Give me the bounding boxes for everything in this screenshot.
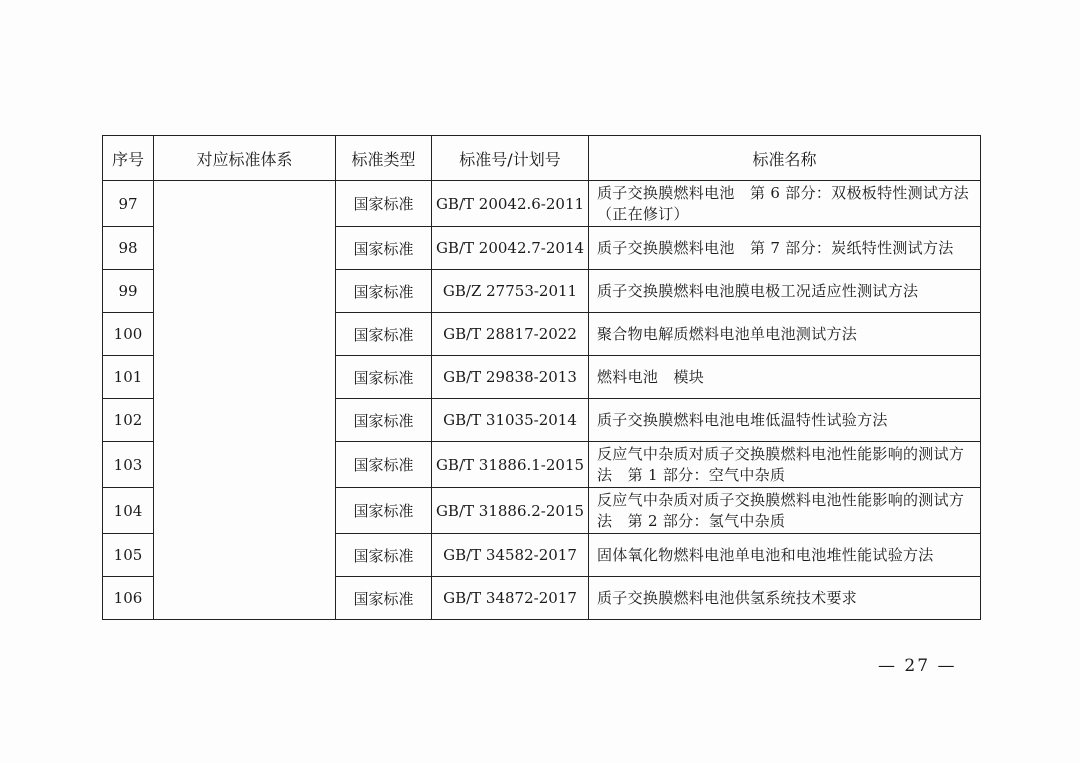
header-serial-number: 序号 [103,136,154,181]
row-standard-type: 国家标准 [336,270,432,313]
row-standard-name: 质子交换膜燃料电池 第 7 部分：炭纸特性测试方法 [589,227,981,270]
row-serial-number: 97 [103,181,154,227]
row-standard-name: 质子交换膜燃料电池 第 6 部分：双极板特性测试方法（正在修订） [589,181,981,227]
row-standard-name: 燃料电池 模块 [589,356,981,399]
row-standard-code: GB/T 34872-2017 [432,577,589,620]
header-standard-code: 标准号/计划号 [432,136,589,181]
row-standard-code: GB/T 20042.6-2011 [432,181,589,227]
header-standard-name: 标准名称 [589,136,981,181]
row-serial-number: 103 [103,442,154,488]
row-standard-type: 国家标准 [336,488,432,534]
table-row [103,181,981,227]
row-standard-name: 质子交换膜燃料电池供氢系统技术要求 [589,577,981,620]
row-serial-number: 102 [103,399,154,442]
standards-table [102,135,981,620]
row-standard-type: 国家标准 [336,227,432,270]
row-standard-code: GB/T 31886.2-2015 [432,488,589,534]
header-standard-type: 标准类型 [336,136,432,181]
row-standard-code: GB/T 31035-2014 [432,399,589,442]
row-standard-type: 国家标准 [336,442,432,488]
row-serial-number: 98 [103,227,154,270]
row-standard-type: 国家标准 [336,356,432,399]
row-serial-number: 101 [103,356,154,399]
row-standard-type: 国家标准 [336,534,432,577]
standard-system-cell [154,181,336,620]
row-serial-number: 105 [103,534,154,577]
row-standard-code: GB/T 28817-2022 [432,313,589,356]
row-standard-name: 质子交换膜燃料电池膜电极工况适应性测试方法 [589,270,981,313]
row-standard-code: GB/T 20042.7-2014 [432,227,589,270]
page-number: — 27 — [878,656,957,676]
row-standard-name: 质子交换膜燃料电池电堆低温特性试验方法 [589,399,981,442]
row-standard-type: 国家标准 [336,399,432,442]
row-standard-name: 固体氧化物燃料电池单电池和电池堆性能试验方法 [589,534,981,577]
row-serial-number: 106 [103,577,154,620]
header-standard-system: 对应标准体系 [154,136,336,181]
row-standard-name: 聚合物电解质燃料电池单电池测试方法 [589,313,981,356]
row-standard-type: 国家标准 [336,313,432,356]
row-serial-number: 104 [103,488,154,534]
row-standard-code: GB/T 31886.1-2015 [432,442,589,488]
row-standard-name: 反应气中杂质对质子交换膜燃料电池性能影响的测试方法 第 1 部分：空气中杂质 [589,442,981,488]
row-standard-code: GB/T 29838-2013 [432,356,589,399]
row-standard-type: 国家标准 [336,181,432,227]
row-standard-name: 反应气中杂质对质子交换膜燃料电池性能影响的测试方法 第 2 部分：氢气中杂质 [589,488,981,534]
row-standard-code: GB/Z 27753-2011 [432,270,589,313]
row-serial-number: 100 [103,313,154,356]
row-serial-number: 99 [103,270,154,313]
table-header-row [103,136,981,181]
row-standard-type: 国家标准 [336,577,432,620]
row-standard-code: GB/T 34582-2017 [432,534,589,577]
